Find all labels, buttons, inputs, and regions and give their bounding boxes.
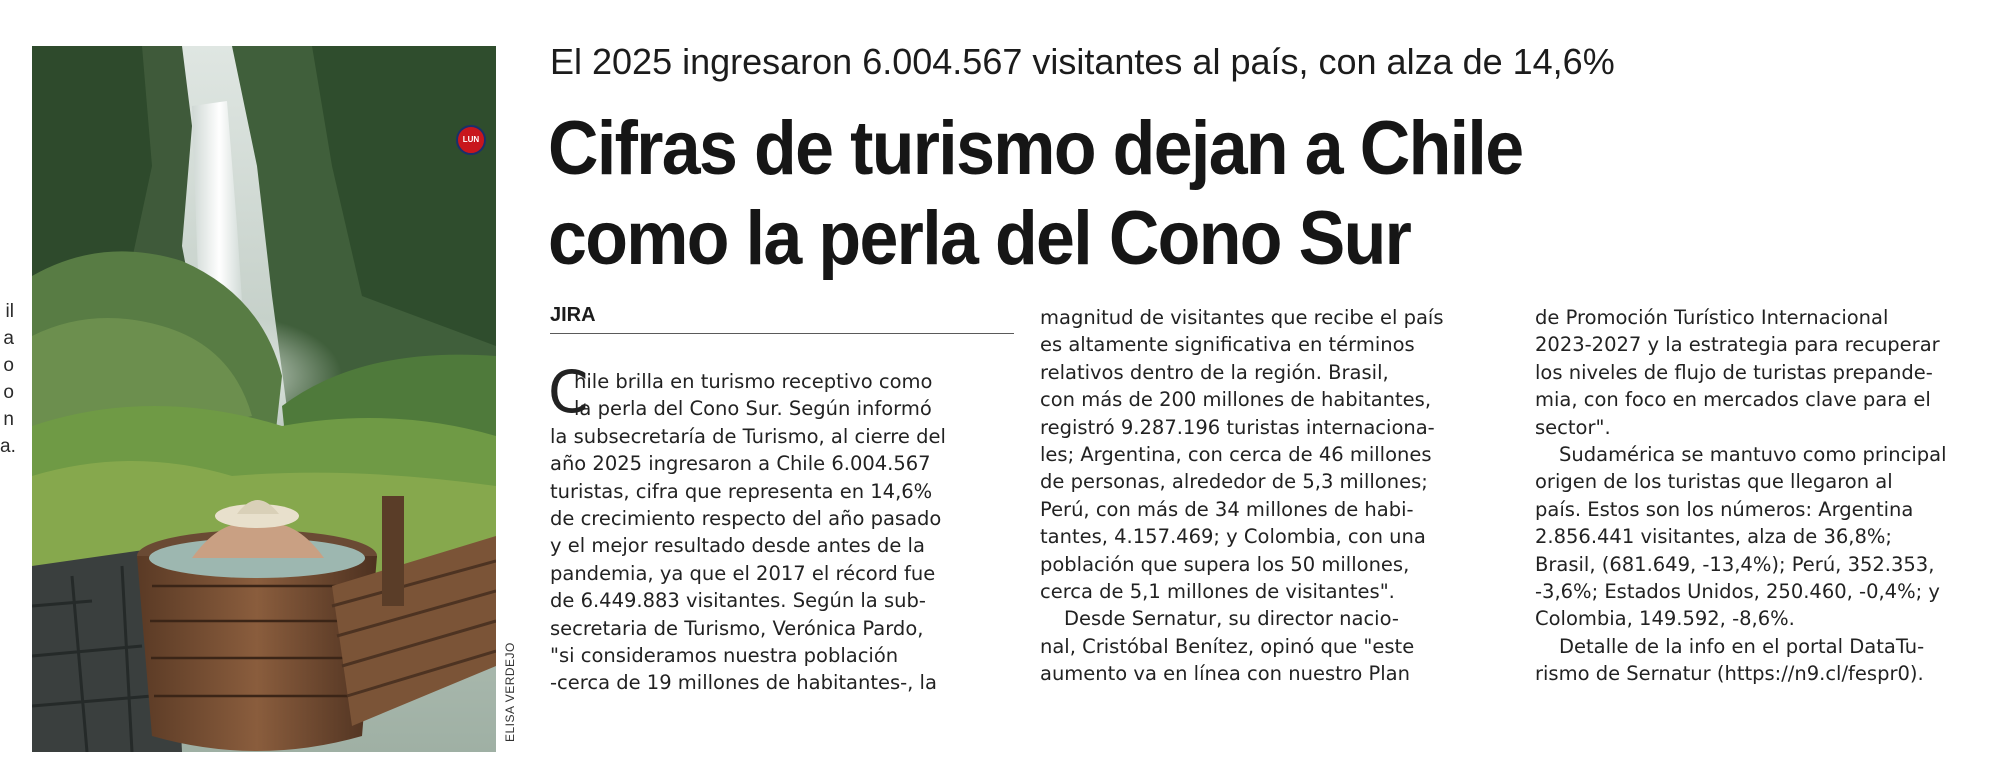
body-line: 2.856.441 visitantes, alza de 36,8%; bbox=[1535, 525, 1892, 549]
fragment-line: a. bbox=[0, 436, 16, 457]
fragment-line: il bbox=[5, 301, 14, 322]
body-line: país. Estos son los números: Argentina bbox=[1535, 497, 1914, 521]
body-line: de 6.449.883 visitantes. Según la sub- bbox=[550, 589, 926, 613]
fragment-line: n bbox=[3, 409, 14, 430]
body-line: Perú, con más de 34 millones de habi- bbox=[1040, 497, 1414, 521]
body-line: es altamente significativa en términos bbox=[1040, 333, 1415, 357]
body-line: de personas, alrededor de 5,3 millones; bbox=[1040, 470, 1428, 494]
article-column-1 bbox=[550, 368, 1020, 697]
headline-line: Cifras de turismo dejan a Chile bbox=[548, 106, 1523, 191]
drop-cap: C bbox=[548, 358, 589, 426]
article-column-3 bbox=[1535, 304, 2005, 688]
body-line: secretaria de Turismo, Verónica Pardo, bbox=[550, 616, 924, 640]
body-line: pandemia, ya que el 2017 el récord fue bbox=[550, 561, 936, 585]
body-line: cerca de 5,1 millones de visitantes". bbox=[1040, 580, 1395, 604]
body-line: la subsecretaría de Turismo, al cierre del bbox=[550, 424, 946, 448]
body-line: Detalle de la info en el portal DataTu- bbox=[1559, 634, 1925, 658]
fragment-line: o bbox=[3, 382, 14, 403]
body-line: Desde Sernatur, su director nacio- bbox=[1064, 607, 1399, 631]
article-column-2 bbox=[1040, 304, 1510, 688]
body-line: tantes, 4.157.469; y Colombia, con una bbox=[1040, 525, 1426, 549]
body-line: y el mejor resultado desde antes de la bbox=[550, 534, 925, 558]
body-line: "si consideramos nuestra población bbox=[550, 644, 899, 668]
article-photo bbox=[32, 46, 496, 752]
body-line: de Promoción Turístico Internacional bbox=[1535, 306, 1889, 329]
body-line: les; Argentina, con cerca de 46 millones bbox=[1040, 443, 1432, 467]
body-line: mia, con foco en mercados clave para el bbox=[1535, 388, 1931, 412]
body-line: con más de 200 millones de habitantes, bbox=[1040, 388, 1432, 412]
body-line: rismo de Sernatur (https://n9.cl/fespr0). bbox=[1535, 662, 1924, 686]
photo-credit: ELISA VERDEJO bbox=[503, 642, 517, 742]
body-line: de crecimiento respecto del año pasado bbox=[550, 507, 942, 531]
fragment-line: o bbox=[3, 355, 14, 376]
body-line: Brasil, (681.649, -13,4%); Perú, 352.353, bbox=[1535, 552, 1935, 576]
body-line: nal, Cristóbal Benítez, opinó que "este bbox=[1040, 634, 1415, 658]
body-line: sector". bbox=[1535, 415, 1611, 439]
body-line: 2023-2027 y la estrategia para recuperar bbox=[1535, 333, 1940, 357]
article-byline: JIRA bbox=[550, 304, 1014, 334]
body-line: origen de los turistas que llegaron al bbox=[1535, 470, 1893, 494]
body-line: relativos dentro de la región. Brasil, bbox=[1040, 360, 1389, 384]
body-line: turistas, cifra que representa en 14,6% bbox=[550, 479, 933, 503]
body-line: Sudamérica se mantuvo como principal bbox=[1559, 443, 1947, 467]
adjacent-article-fragment bbox=[0, 298, 14, 460]
body-line: registró 9.287.196 turistas internaciona- bbox=[1040, 415, 1435, 439]
body-line: la perla del Cono Sur. Según informó bbox=[574, 397, 932, 421]
body-line: aumento va en línea con nuestro Plan bbox=[1040, 662, 1410, 686]
body-line: Colombia, 149.592, -8,6%. bbox=[1535, 607, 1795, 631]
body-line: los niveles de flujo de turistas prepande- bbox=[1535, 360, 1933, 384]
body-line: -cerca de 19 millones de habitantes-, la bbox=[550, 671, 937, 695]
headline-line: como la perla del Cono Sur bbox=[548, 196, 1411, 281]
body-line: hile brilla en turismo receptivo como bbox=[574, 370, 933, 393]
fragment-line: a bbox=[3, 328, 14, 349]
article-headline bbox=[548, 104, 1652, 284]
body-line: -3,6%; Estados Unidos, 250.460, -0,4%; y bbox=[1535, 580, 1940, 604]
body-line: magnitud de visitantes que recibe el país bbox=[1040, 306, 1444, 329]
article-kicker: El 2025 ingresaron 6.004.567 visitantes al país, con alza de 14,6% bbox=[550, 41, 1615, 82]
body-line: población que supera los 50 millones, bbox=[1040, 552, 1410, 576]
body-line: año 2025 ingresaron a Chile 6.004.567 bbox=[550, 452, 931, 476]
waterfall-hot-tub-illustration bbox=[32, 46, 496, 752]
publication-badge: LUN bbox=[456, 125, 486, 155]
